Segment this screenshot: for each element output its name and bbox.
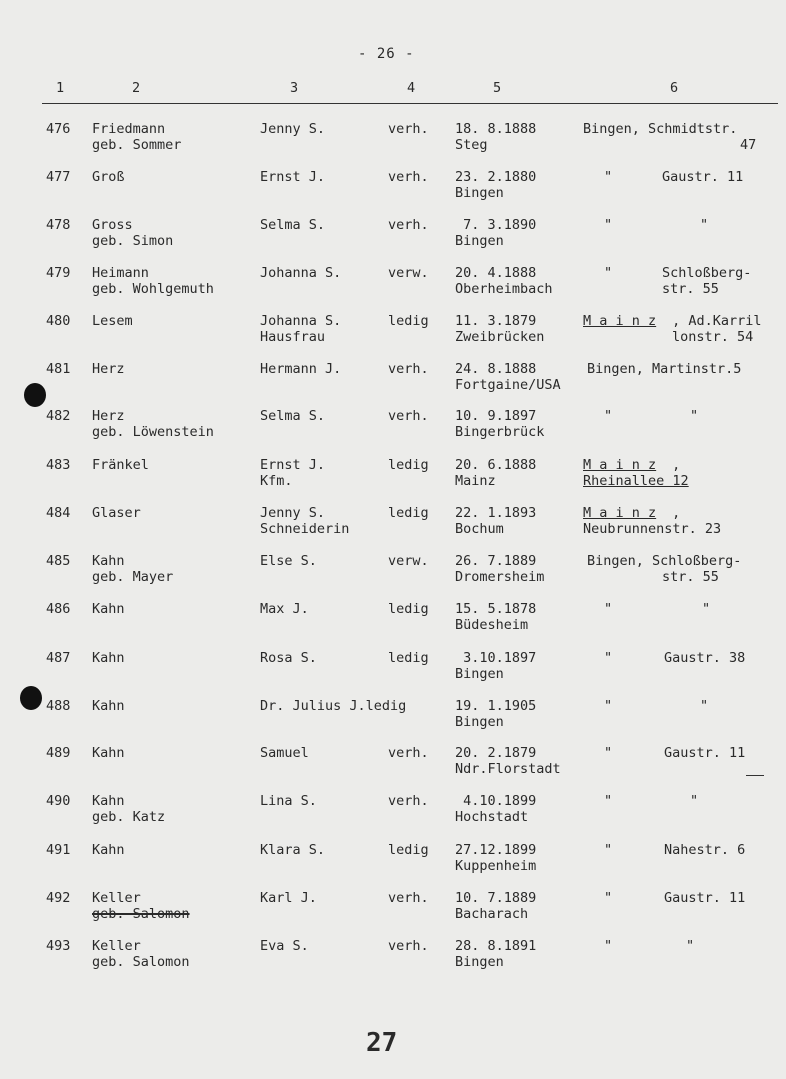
- address: , Ad.Karril: [664, 313, 762, 329]
- ditto-mark: ": [700, 217, 709, 233]
- ditto-mark: ": [690, 793, 699, 809]
- ditto-mark: ": [604, 217, 613, 233]
- table-row: [0, 601, 786, 641]
- birth-place: Hochstadt: [455, 809, 529, 825]
- birth-name: geb. Salomon: [92, 954, 190, 970]
- birth-date: 27.12.1899: [455, 842, 537, 858]
- given-name: Ernst J.: [260, 169, 326, 185]
- address-line2: 47: [740, 137, 757, 153]
- column-header-4: 4: [407, 80, 416, 96]
- birth-place: Bingerbrück: [455, 424, 545, 440]
- given-name: Ernst J.: [260, 457, 326, 473]
- marital-status: ledig: [388, 313, 429, 329]
- given-name: Jenny S.: [260, 505, 326, 521]
- birth-place: Steg: [455, 137, 488, 153]
- marital-status: verw.: [388, 265, 429, 281]
- marital-status: ledig: [388, 601, 429, 617]
- surname: Kahn: [92, 601, 125, 617]
- birth-name: geb. Simon: [92, 233, 174, 249]
- given-name: Klara S.: [260, 842, 326, 858]
- address: Bingen, Schmidtstr.: [583, 121, 738, 137]
- address-street: Gaustr. 11: [662, 169, 744, 185]
- birth-date: 19. 1.1905: [455, 698, 537, 714]
- table-row: [0, 553, 786, 593]
- ditto-mark: ": [604, 745, 613, 761]
- birth-name: geb. Mayer: [92, 569, 174, 585]
- birth-name: geb. Löwenstein: [92, 424, 214, 440]
- given-name: Lina S.: [260, 793, 317, 809]
- surname: Friedmann: [92, 121, 166, 137]
- ditto-mark: ": [604, 601, 613, 617]
- birth-name-struck: geb. Salomon: [92, 906, 190, 922]
- birth-name: geb. Sommer: [92, 137, 182, 153]
- birth-date: 24. 8.1888: [455, 361, 537, 377]
- marital-status: verh.: [388, 745, 429, 761]
- address-city: M a i n z: [583, 313, 657, 329]
- row-number: 486: [46, 601, 71, 617]
- ditto-mark: ": [604, 650, 613, 666]
- row-number: 484: [46, 505, 71, 521]
- page-number: - 26 -: [358, 46, 415, 62]
- ditto-mark: ": [604, 169, 613, 185]
- row-number: 492: [46, 890, 71, 906]
- marital-status: verh.: [388, 121, 429, 137]
- given-name: Johanna S.: [260, 265, 342, 281]
- column-header-3: 3: [290, 80, 299, 96]
- table-row: [0, 169, 786, 209]
- ditto-mark: ": [690, 408, 699, 424]
- address-line2: Neubrunnenstr. 23: [583, 521, 722, 537]
- table-row: [0, 650, 786, 690]
- birth-date: 11. 3.1879: [455, 313, 537, 329]
- given-name: Dr. Julius J.ledig: [260, 698, 407, 714]
- table-row: [0, 698, 786, 738]
- surname: Kahn: [92, 698, 125, 714]
- marital-status: ledig: [388, 457, 429, 473]
- given-name: Karl J.: [260, 890, 317, 906]
- table-row: [0, 890, 786, 930]
- given-name: Johanna S.: [260, 313, 342, 329]
- table-row: [0, 313, 786, 353]
- birth-date: 15. 5.1878: [455, 601, 537, 617]
- surname: Kahn: [92, 553, 125, 569]
- marital-status: ledig: [388, 650, 429, 666]
- ditto-mark: ": [700, 698, 709, 714]
- row-number: 489: [46, 745, 71, 761]
- ditto-mark: ": [604, 265, 613, 281]
- birth-place: Bingen: [455, 666, 504, 682]
- birth-date: 22. 1.1893: [455, 505, 537, 521]
- marital-status: verh.: [388, 361, 429, 377]
- row-number: 478: [46, 217, 71, 233]
- birth-date: 10. 9.1897: [455, 408, 537, 424]
- address-line2: str. 55: [662, 569, 719, 585]
- address-street: Gaustr. 11: [664, 890, 746, 906]
- marital-status: ledig: [388, 505, 429, 521]
- table-row: [0, 217, 786, 257]
- address: ,: [664, 457, 681, 473]
- row-number: 483: [46, 457, 71, 473]
- ditto-mark: ": [702, 601, 711, 617]
- row-number: 480: [46, 313, 71, 329]
- marital-status: verh.: [388, 408, 429, 424]
- birth-date: 18. 8.1888: [455, 121, 537, 137]
- table-row: [0, 408, 786, 448]
- punch-hole: [24, 383, 46, 407]
- surname: Keller: [92, 938, 141, 954]
- given-name: Max J.: [260, 601, 309, 617]
- birth-place: Kuppenheim: [455, 858, 537, 874]
- surname: Gross: [92, 217, 133, 233]
- column-header-5: 5: [493, 80, 502, 96]
- birth-place: Bochum: [455, 521, 504, 537]
- birth-place: Dromersheim: [455, 569, 545, 585]
- header-rule: [42, 103, 778, 104]
- surname: Herz: [92, 361, 125, 377]
- surname: Herz: [92, 408, 125, 424]
- table-row: [0, 361, 786, 401]
- ditto-mark: ": [604, 890, 613, 906]
- address-street: Schloßberg-: [662, 265, 752, 281]
- birth-place: Mainz: [455, 473, 496, 489]
- birth-date: 20. 4.1888: [455, 265, 537, 281]
- birth-place: Büdesheim: [455, 617, 529, 633]
- birth-date: 26. 7.1889: [455, 553, 537, 569]
- birth-place: Bingen: [455, 954, 504, 970]
- birth-place: Zweibrücken: [455, 329, 545, 345]
- address-line2: str. 55: [662, 281, 719, 297]
- birth-place: Bingen: [455, 714, 504, 730]
- table-row: [0, 457, 786, 497]
- given-name: Selma S.: [260, 408, 326, 424]
- address: Bingen, Schloßberg-: [587, 553, 742, 569]
- surname: Kahn: [92, 842, 125, 858]
- marital-status: verh.: [388, 793, 429, 809]
- birth-place: Fortgaine/USA: [455, 377, 561, 393]
- row-number: 481: [46, 361, 71, 377]
- row-number: 487: [46, 650, 71, 666]
- ditto-mark: ": [604, 793, 613, 809]
- surname: Lesem: [92, 313, 133, 329]
- ditto-mark: ": [604, 842, 613, 858]
- row-number: 491: [46, 842, 71, 858]
- column-header-1: 1: [56, 80, 65, 96]
- occupation: Kfm.: [260, 473, 293, 489]
- birth-place: Oberheimbach: [455, 281, 553, 297]
- ditto-mark: ": [604, 408, 613, 424]
- birth-date: 3.10.1897: [455, 650, 537, 666]
- given-name: Hermann J.: [260, 361, 342, 377]
- birth-date: 7. 3.1890: [455, 217, 537, 233]
- birth-place: Bingen: [455, 185, 504, 201]
- marital-status: verw.: [388, 553, 429, 569]
- column-header-6: 6: [670, 80, 679, 96]
- address: Bingen, Martinstr.5: [587, 361, 742, 377]
- table-row: [0, 505, 786, 545]
- table-row: [0, 842, 786, 882]
- address-street: Gaustr. 38: [664, 650, 746, 666]
- surname: Kahn: [92, 793, 125, 809]
- surname: Fränkel: [92, 457, 149, 473]
- column-header-2: 2: [132, 80, 141, 96]
- punch-hole: [20, 686, 42, 710]
- ditto-mark: ": [604, 698, 613, 714]
- row-number: 485: [46, 553, 71, 569]
- marital-status: verh.: [388, 890, 429, 906]
- marital-status: verh.: [388, 938, 429, 954]
- given-name: Rosa S.: [260, 650, 317, 666]
- ditto-mark: ": [604, 938, 613, 954]
- table-row: [0, 265, 786, 305]
- birth-name: geb. Katz: [92, 809, 166, 825]
- row-number: 490: [46, 793, 71, 809]
- row-number: 488: [46, 698, 71, 714]
- birth-date: 10. 7.1889: [455, 890, 537, 906]
- table-row: [0, 793, 786, 833]
- table-row: [0, 938, 786, 978]
- marital-status: verh.: [388, 217, 429, 233]
- birth-place: Bingen: [455, 233, 504, 249]
- address-city: M a i n z: [583, 457, 657, 473]
- birth-place: Bacharach: [455, 906, 529, 922]
- birth-date: 20. 2.1879: [455, 745, 537, 761]
- birth-place: Ndr.Florstadt: [455, 761, 561, 777]
- birth-name: geb. Wohlgemuth: [92, 281, 214, 297]
- table-row: [0, 745, 786, 785]
- row-number: 493: [46, 938, 71, 954]
- given-name: Jenny S.: [260, 121, 326, 137]
- given-name: Samuel: [260, 745, 309, 761]
- occupation: Schneiderin: [260, 521, 350, 537]
- surname: Glaser: [92, 505, 141, 521]
- row-number: 479: [46, 265, 71, 281]
- birth-date: 4.10.1899: [455, 793, 537, 809]
- given-name: Eva S.: [260, 938, 309, 954]
- dash-mark: [746, 775, 764, 776]
- address-street: Nahestr. 6: [664, 842, 746, 858]
- occupation: Hausfrau: [260, 329, 326, 345]
- surname: Heimann: [92, 265, 149, 281]
- surname: Groß: [92, 169, 125, 185]
- surname: Kahn: [92, 745, 125, 761]
- birth-date: 28. 8.1891: [455, 938, 537, 954]
- given-name: Else S.: [260, 553, 317, 569]
- birth-date: 20. 6.1888: [455, 457, 537, 473]
- address-city: M a i n z: [583, 505, 657, 521]
- marital-status: ledig: [388, 842, 429, 858]
- row-number: 482: [46, 408, 71, 424]
- surname: Keller: [92, 890, 141, 906]
- address: ,: [664, 505, 681, 521]
- surname: Kahn: [92, 650, 125, 666]
- address-street: Gaustr. 11: [664, 745, 746, 761]
- given-name: Selma S.: [260, 217, 326, 233]
- birth-date: 23. 2.1880: [455, 169, 537, 185]
- table-row: [0, 121, 786, 161]
- address-line2: lonstr. 54: [672, 329, 754, 345]
- footer-page-number: 27: [366, 1028, 398, 1058]
- row-number: 476: [46, 121, 71, 137]
- ditto-mark: ": [686, 938, 695, 954]
- row-number: 477: [46, 169, 71, 185]
- address-line2: Rheinallee 12: [583, 473, 689, 489]
- marital-status: verh.: [388, 169, 429, 185]
